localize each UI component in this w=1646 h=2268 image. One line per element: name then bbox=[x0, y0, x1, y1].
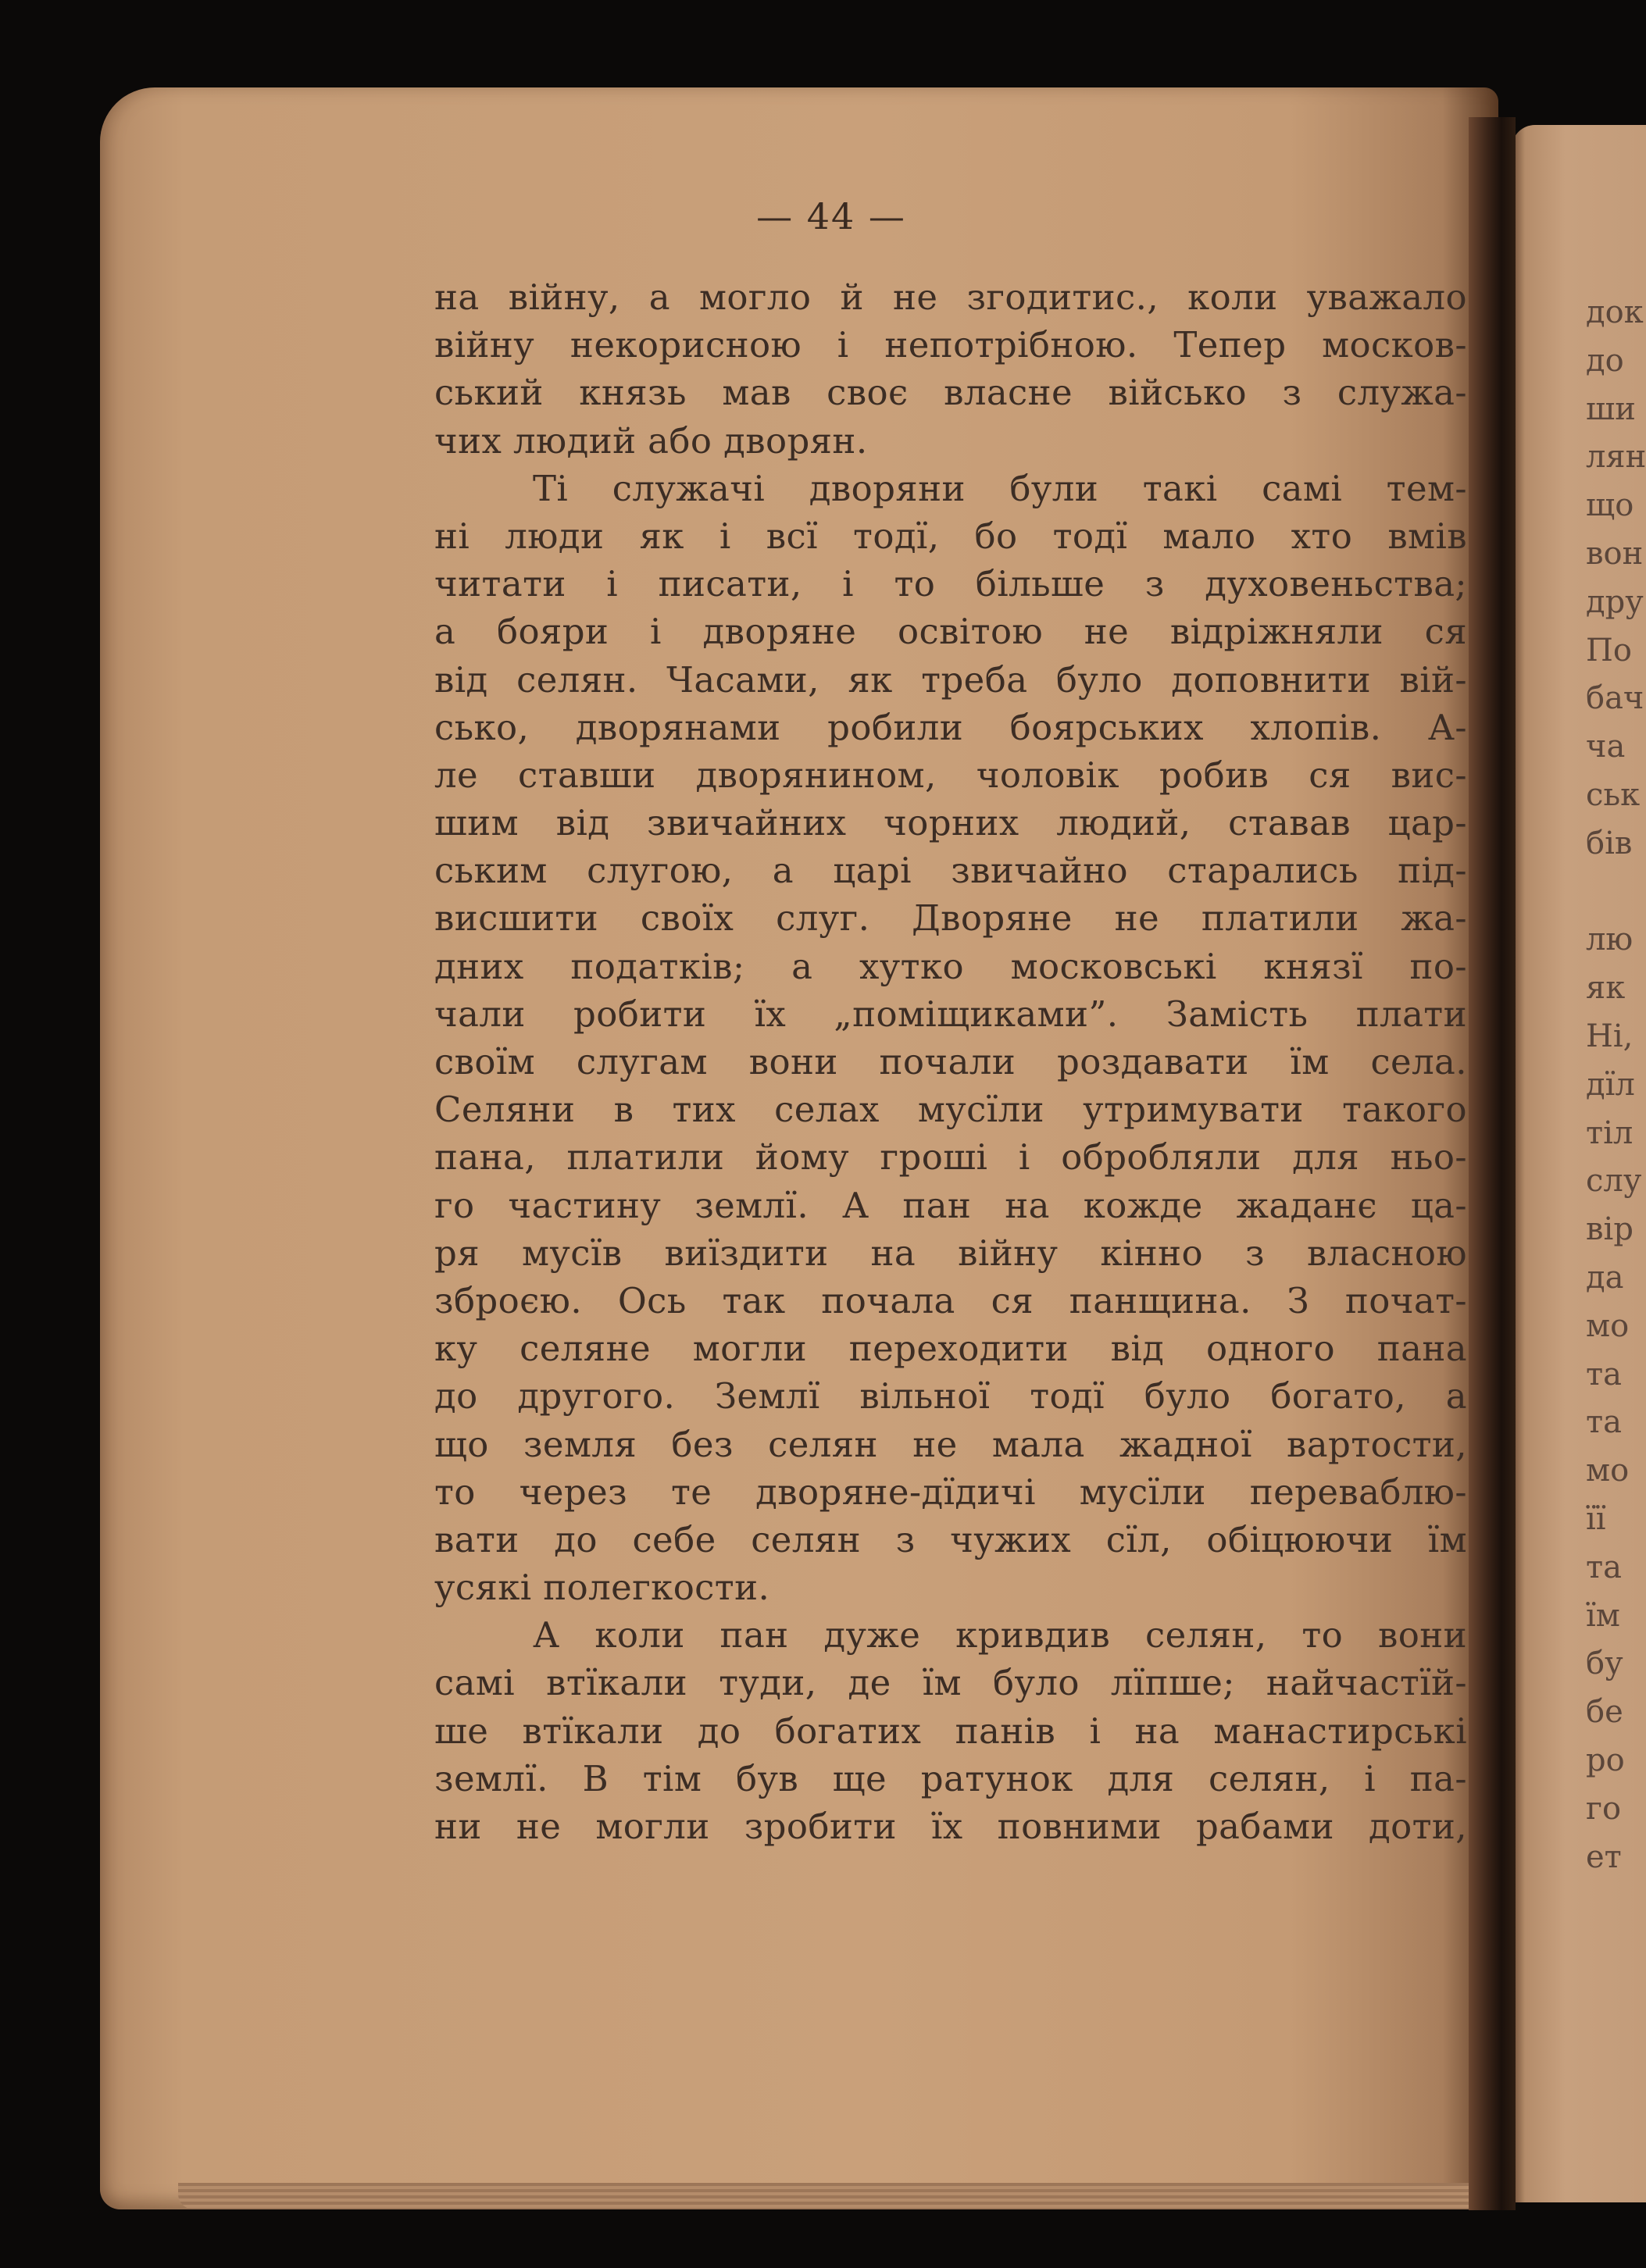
right-fragment: ча bbox=[1586, 729, 1626, 765]
text-line: ку селяне могли переходити від одного пана bbox=[434, 1328, 1467, 1370]
right-fragment: бач bbox=[1586, 680, 1644, 717]
right-fragment: як bbox=[1586, 970, 1626, 1007]
right-fragment: до bbox=[1586, 342, 1624, 379]
text-line: дних податків; а хутко московські князї по- bbox=[434, 945, 1467, 987]
body-text bbox=[434, 273, 1467, 1850]
right-fragment: По bbox=[1586, 632, 1632, 669]
right-fragment: вір bbox=[1586, 1211, 1634, 1248]
right-fragment: дру bbox=[1586, 583, 1644, 620]
text-line: Селяни в тих селах мусїли утримувати такого bbox=[434, 1089, 1467, 1131]
right-fragment: її bbox=[1586, 1500, 1606, 1537]
text-line: пана, платили йому гроші і обробляли для ньо- bbox=[434, 1136, 1467, 1179]
right-fragment: ро bbox=[1586, 1742, 1625, 1778]
text-line: Ті служачі дворяни були такі самі тем- bbox=[533, 467, 1467, 509]
text-line: до другого. Землї вільної тодї було богато, а bbox=[434, 1375, 1467, 1418]
text-line: усякі полегкости. bbox=[434, 1567, 770, 1609]
text-line: ні люди як і всї тодї, бо тодї мало хто вмів bbox=[434, 515, 1467, 557]
book-binding bbox=[1469, 117, 1516, 2210]
right-fragment: та bbox=[1586, 1356, 1622, 1393]
text-line: самі втїкали туди, де їм було лїпше; найчастїй- bbox=[434, 1662, 1467, 1704]
page-edge-stack bbox=[178, 2183, 1484, 2209]
right-fragment: їм bbox=[1586, 1597, 1620, 1634]
right-fragment: що bbox=[1586, 487, 1634, 524]
right-fragment: лян bbox=[1586, 439, 1646, 476]
right-fragment: ши bbox=[1586, 390, 1636, 427]
right-fragment: бу bbox=[1586, 1646, 1623, 1682]
text-line: то через те дворяне-дїдичі мусїли переваблю- bbox=[434, 1471, 1467, 1513]
text-line: ни не могли зробити їх повними рабами доти, bbox=[434, 1806, 1467, 1847]
right-fragment: мо bbox=[1586, 1453, 1630, 1489]
right-fragment: тіл bbox=[1586, 1114, 1634, 1151]
text-line: ше втїкали до богатих панів і на манастирські bbox=[434, 1710, 1467, 1752]
text-line: чали робити їх „поміщиками”. Замість плати bbox=[434, 993, 1467, 1035]
right-fragment: бів bbox=[1586, 825, 1633, 861]
right-fragment: Ні, bbox=[1586, 1018, 1634, 1054]
page-number: — 44 — bbox=[756, 195, 906, 237]
right-fragment: слу bbox=[1586, 1163, 1642, 1200]
text-line: ським слугою, а царі звичайно старались під- bbox=[434, 850, 1467, 892]
text-line: чих людий або дворян. bbox=[434, 419, 868, 462]
text-line: зброєю. Ось так почала ся панщина. З почат- bbox=[434, 1279, 1467, 1321]
right-fragment: вон bbox=[1586, 535, 1644, 572]
right-fragment: ськ bbox=[1586, 776, 1641, 813]
right-fragment: да bbox=[1586, 1259, 1624, 1296]
text-line: шим від звичайних чорних людий, ставав цар- bbox=[434, 802, 1467, 844]
text-line: ський князь мав своє власне військо з служа- bbox=[434, 372, 1467, 414]
text-line: А коли пан дуже кривдив селян, то вони bbox=[533, 1614, 1467, 1656]
right-fragment bbox=[1586, 868, 1646, 917]
right-fragment: док bbox=[1586, 294, 1644, 330]
text-line: сько, дворянами робили боярських хлопів. А- bbox=[434, 706, 1467, 748]
right-fragment: ет bbox=[1586, 1838, 1622, 1875]
text-line: війну некорисною і непотрібною. Тепер москов- bbox=[434, 324, 1467, 366]
right-fragment: та bbox=[1586, 1404, 1622, 1441]
right-fragment: бе bbox=[1586, 1694, 1623, 1731]
text-line: що земля без селян не мала жадної вартости, bbox=[434, 1423, 1467, 1465]
text-line: ле ставши дворянином, чоловік робив ся вис- bbox=[434, 754, 1467, 796]
text-line: вати до себе селян з чужих сїл, обіцюючи їм bbox=[434, 1518, 1467, 1560]
text-line: висшити своїх слуг. Дворяне не платили жа- bbox=[434, 897, 1467, 940]
text-line: ря мусїв виїздити на війну кінно з власною bbox=[434, 1232, 1467, 1274]
right-page-text bbox=[1586, 289, 1646, 1881]
text-line: своїм слугам вони почали роздавати їм села. bbox=[434, 1041, 1467, 1082]
right-fragment: дїл bbox=[1586, 1066, 1635, 1103]
right-fragment: мо bbox=[1586, 1307, 1630, 1344]
text-line: від селян. Часами, як треба було доповнити вій- bbox=[434, 658, 1467, 701]
text-line: на війну, а могло й не згодитис., коли уважало bbox=[434, 276, 1467, 318]
text-line: а бояри і дворяне освітою не відріжняли ся bbox=[434, 611, 1467, 653]
text-line: читати і писати, і то більше з духовеньства; bbox=[434, 563, 1467, 605]
text-line: землї. В тім був ще ратунок для селян, і па- bbox=[434, 1757, 1467, 1799]
right-fragment: го bbox=[1586, 1790, 1622, 1827]
right-fragment: лю bbox=[1586, 922, 1634, 958]
right-fragment: та bbox=[1586, 1549, 1622, 1585]
text-line: го частину землї. А пан на кожде жаданє ца- bbox=[434, 1184, 1467, 1226]
